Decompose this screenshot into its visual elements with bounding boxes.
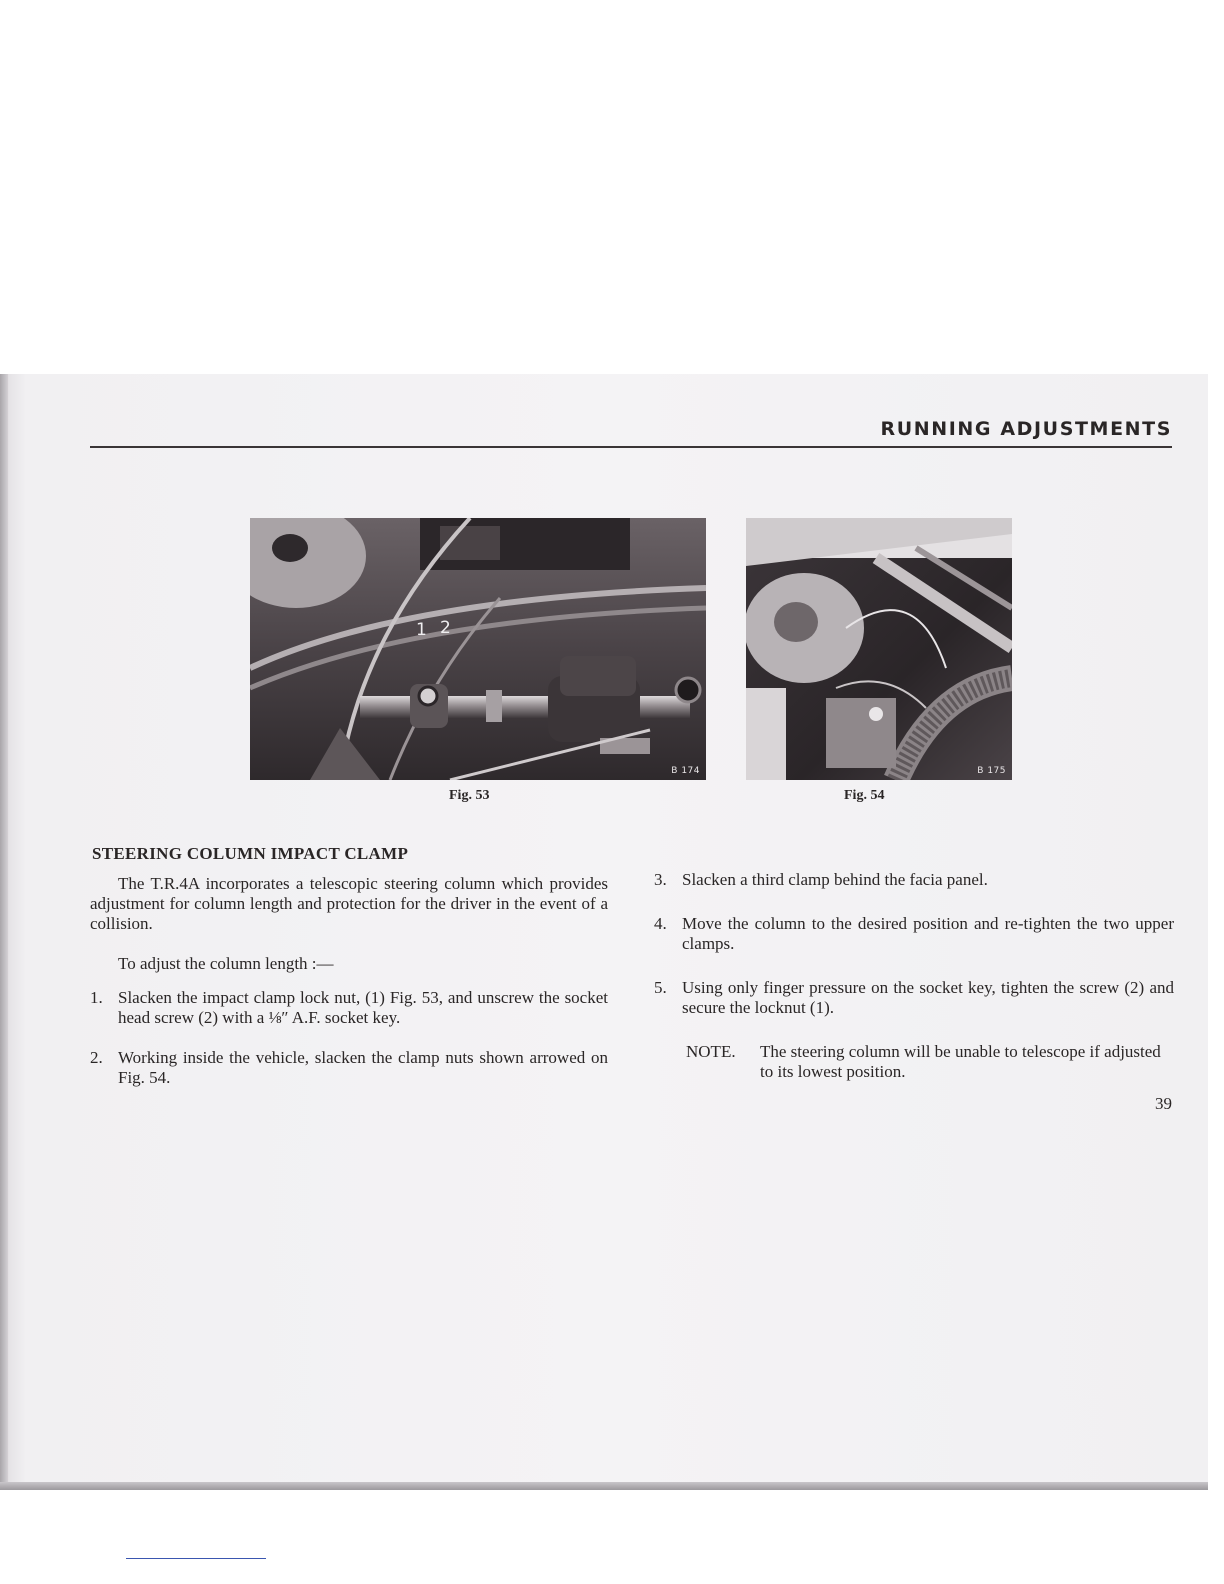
figure-53-illustration [250, 518, 706, 780]
figure-54-code: B 175 [977, 766, 1006, 776]
figure-54-caption: Fig. 54 [844, 788, 885, 803]
figure-53-callout-2: 2 [440, 618, 451, 638]
step-4 [654, 914, 1174, 954]
figure-54-illustration [746, 518, 1012, 780]
note [686, 1042, 1174, 1082]
page-bottom-edge [0, 1482, 1208, 1490]
figure-53-photo [250, 518, 706, 780]
left-column [90, 874, 608, 1108]
step-number: 5. [654, 978, 667, 997]
step-text: Slacken a third clamp behind the facia panel. [682, 870, 988, 889]
right-column [654, 870, 1174, 1082]
step-number: 4. [654, 914, 667, 933]
note-label: NOTE. [686, 1042, 736, 1061]
figure-53-callout-1: 1 [416, 620, 427, 640]
step-number: 3. [654, 870, 667, 889]
footer-rule [126, 1558, 266, 1559]
step-text: Slacken the impact clamp lock nut, (1) Fig. 53, and unscrew the socket head screw (2) with a ⅛″ A.F. socket key. [118, 988, 608, 1027]
step-text: Using only finger pressure on the socket key, tighten the screw (2) and secure the locknut (1). [682, 978, 1174, 1017]
step-number: 1. [90, 988, 103, 1007]
section-heading: STEERING COLUMN IMPACT CLAMP [92, 844, 409, 863]
procedure-lead: To adjust the column length :— [118, 954, 334, 973]
intro-paragraph: The T.R.4A incorporates a telescopic steering column which provides adjustment for column length and protection for the driver in the event of a collision. [90, 874, 608, 933]
step-2 [90, 1048, 608, 1088]
step-3 [654, 870, 1174, 890]
manual-page [0, 374, 1208, 1490]
note-text: The steering column will be unable to telescope if adjusted to its lowest position. [760, 1042, 1161, 1081]
step-text: Working inside the vehicle, slacken the clamp nuts shown arrowed on Fig. 54. [118, 1048, 608, 1087]
page-number: 39 [1155, 1094, 1172, 1113]
figure-53-caption: Fig. 53 [449, 788, 490, 803]
step-1 [90, 988, 608, 1028]
running-header: RUNNING ADJUSTMENTS [880, 418, 1172, 440]
step-text: Move the column to the desired position and re-tighten the two upper clamps. [682, 914, 1174, 953]
header-rule [90, 446, 1172, 448]
figure-54-photo [746, 518, 1012, 780]
step-number: 2. [90, 1048, 103, 1067]
figure-53-code: B 174 [671, 766, 700, 776]
step-5 [654, 978, 1174, 1018]
page-left-edge [0, 374, 8, 1490]
